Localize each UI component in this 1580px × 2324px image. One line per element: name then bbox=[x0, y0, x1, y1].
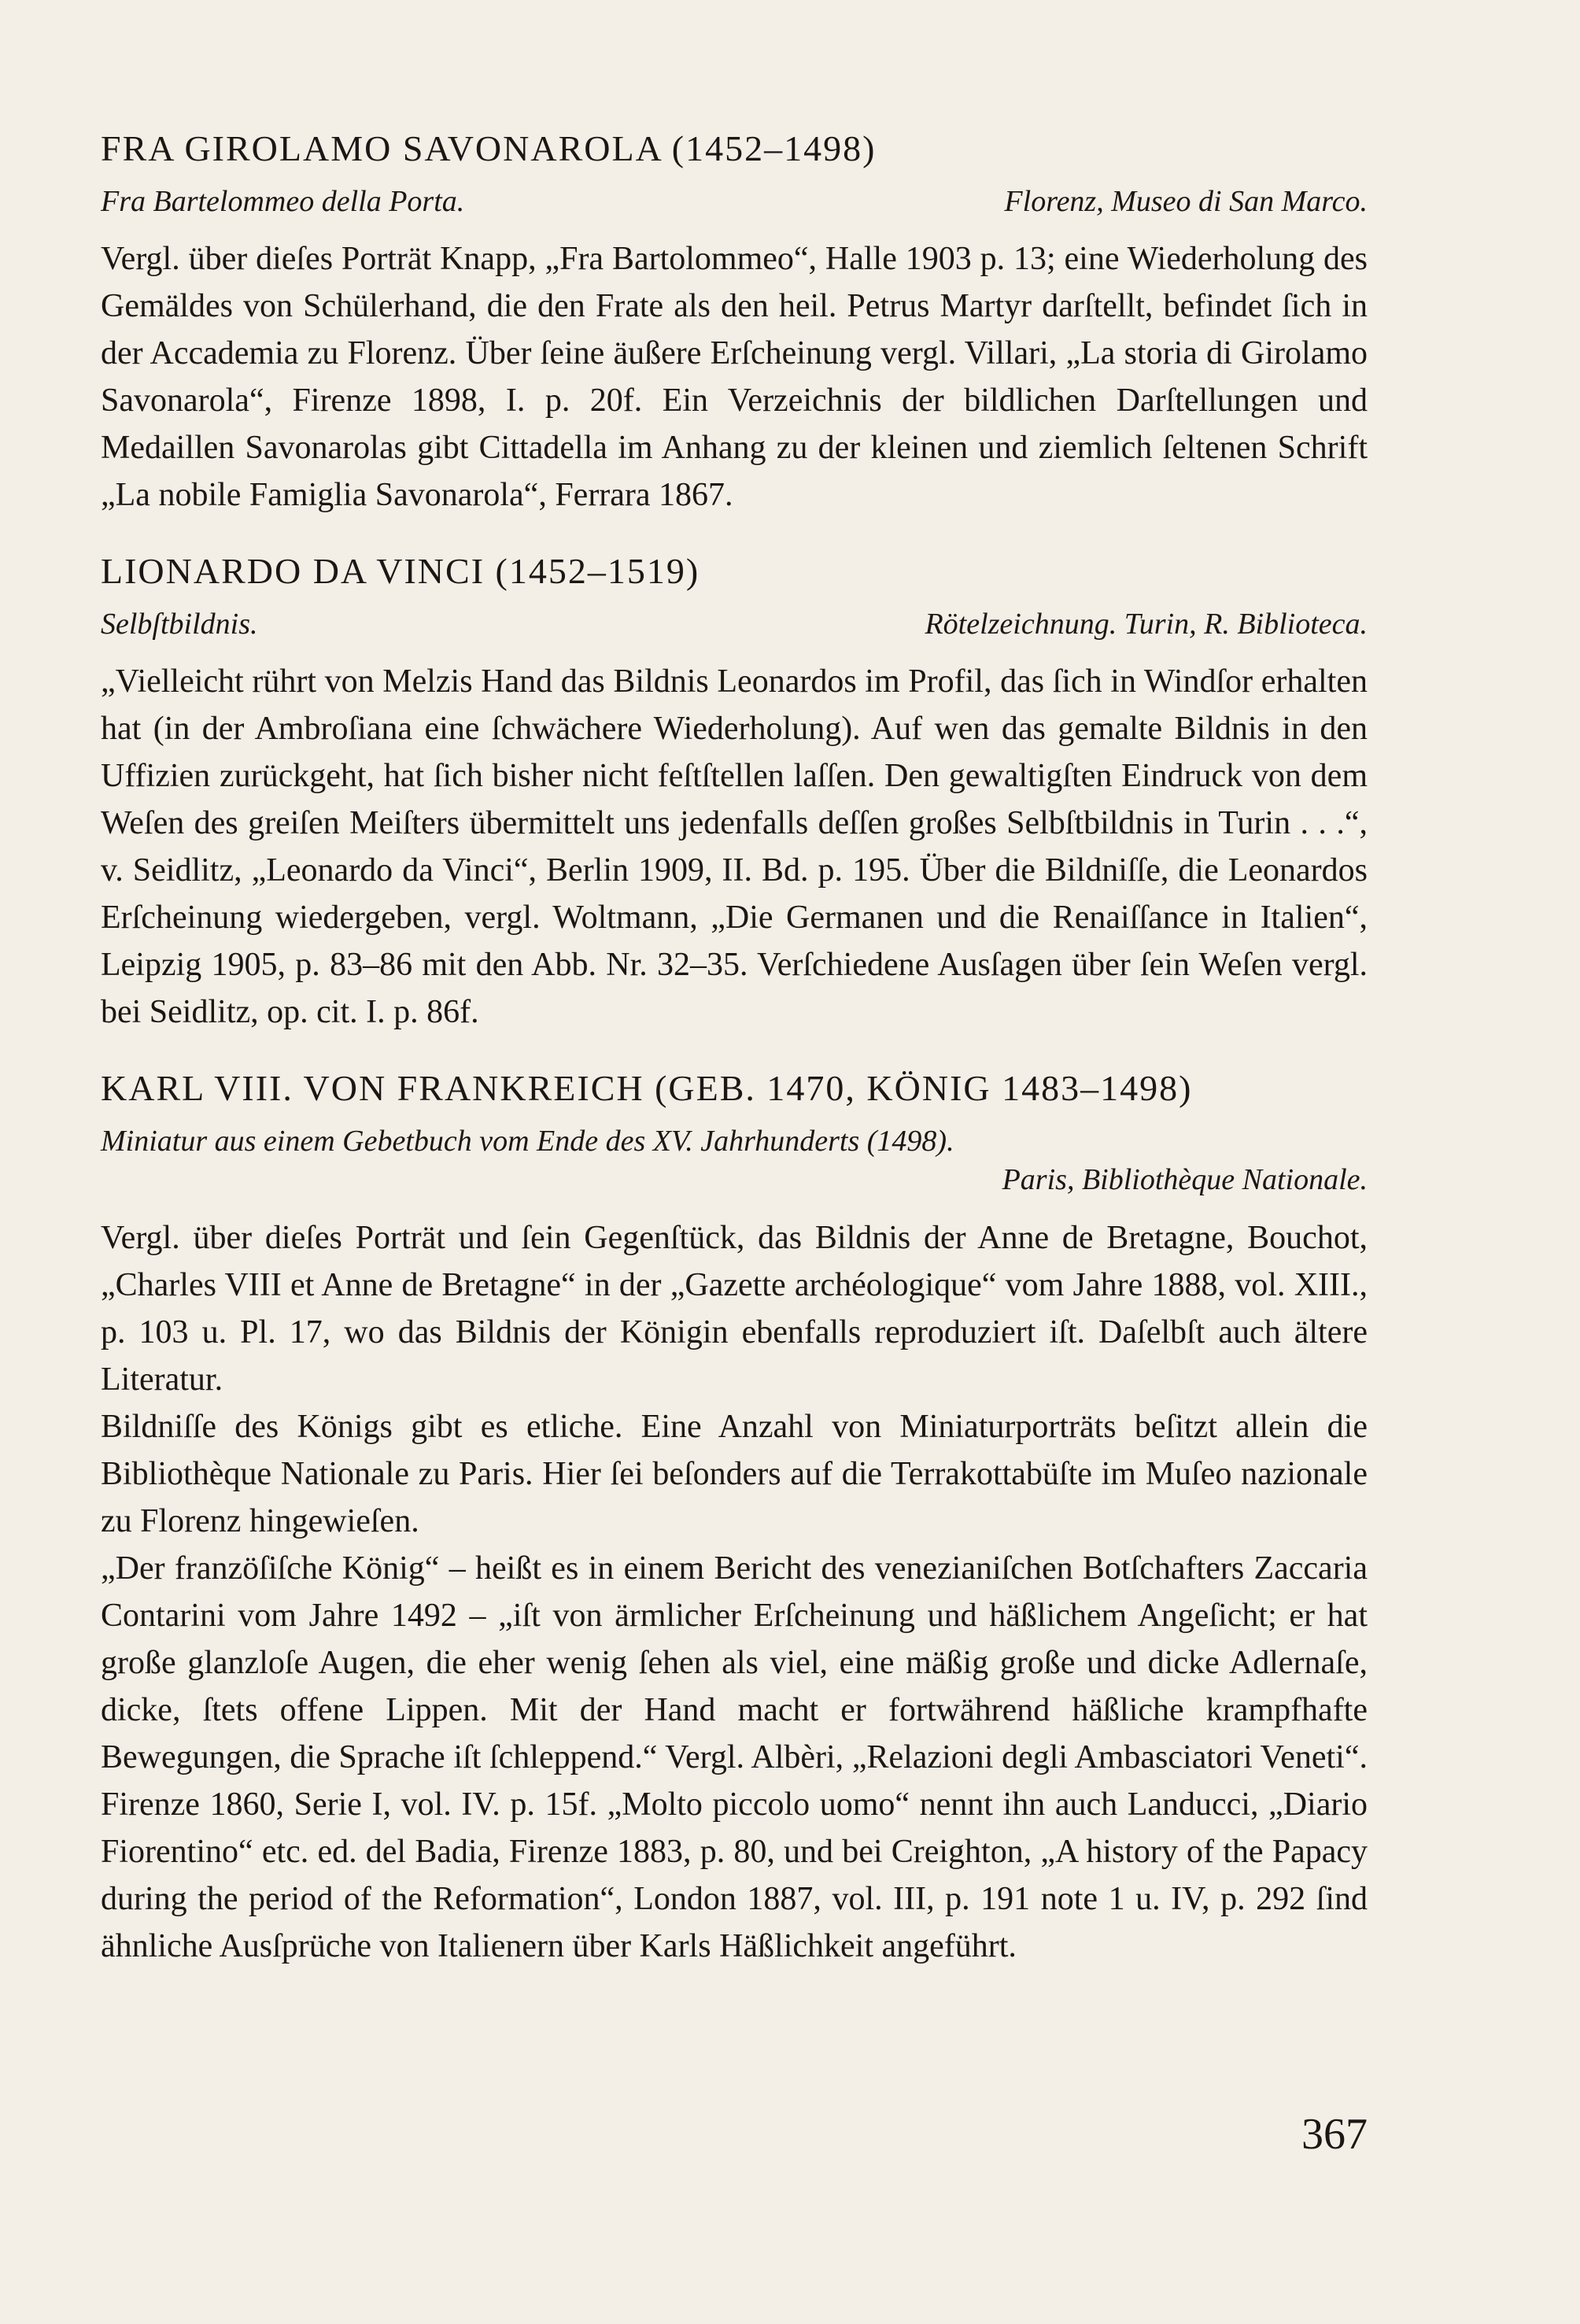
text-column bbox=[101, 126, 1368, 2000]
entry-paragraph: Bildniſſe des Königs gibt es etliche. Eine Anzahl von Miniaturporträts beſitzt allein die Bibliothèque Nationale zu Paris. Hier ſei beſonders auf die Terrakottabüſte im Muſeo nazionale zu Florenz hingewieſen. bbox=[101, 1408, 1368, 1539]
entry-heading: FRA GIROLAMO SAVONAROLA (1452–1498) bbox=[101, 128, 877, 168]
entry-subline bbox=[101, 183, 1368, 221]
artwork-description: Miniatur aus einem Gebetbuch vom Ende des XV. Jahrhunderts (1498). bbox=[101, 1124, 954, 1158]
entry-heading: LIONARDO DA VINCI (1452–1519) bbox=[101, 551, 700, 592]
entry-karl-viii bbox=[101, 1066, 1368, 1970]
entry-paragraph: „Vielleicht rührt von Melzis Hand das Bildnis Leonardos im Profil, das ſich in Windſor erhalten hat (in der Ambroſiana eine ſchwächere Wiederholung). Auf wen das gemalte Bildnis in den Uffizien zurückgeht, hat ſich bisher nicht feſtſtellen laſſen. Den gewaltigſten Eindruck von dem Weſen des greiſen Meiſters übermittelt uns jedenfalls deſſen großes Selbſtbildnis in Turin . . .“, v. Seidlitz, „Leonardo da Vinci“, Berlin 1909, II. Bd. p. 195. Über die Bildniſſe, die Leonardos Erſcheinung wiedergeben, vergl. Woltmann, „Die Germanen und die Renaiſſance in Italien“, Leipzig 1905, p. 83–86 mit den Abb. Nr. 32–35. Verſchiedene Ausſagen über ſein Weſen vergl. bei Seidlitz, op. cit. I. p. 86f. bbox=[101, 663, 1368, 1031]
entry-subline bbox=[101, 1122, 1368, 1200]
entry-savonarola bbox=[101, 126, 1368, 519]
entry-lionardo bbox=[101, 549, 1368, 1036]
artist-attribution: Fra Bartelommeo della Porta. bbox=[101, 184, 465, 218]
entry-paragraph: Vergl. über dieſes Porträt Knapp, „Fra Bartolommeo“, Halle 1903 p. 13; eine Wiederholung des Gemäldes von Schülerhand, die den Frate als den heil. Petrus Martyr darſtellt, befindet ſich in der Accademia zu Florenz. Über ſeine äußere Erſcheinung vergl. Villari, „La storia di Girolamo Savonarola“, Firenze 1898, I. p. 20f. Ein Verzeichnis der bildlichen Darſtellungen und Medaillen Savonarolas gibt Cittadella im Anhang zu der kleinen und ziemlich ſeltenen Schrift „La nobile Famiglia Savonarola“, Ferrara 1867. bbox=[101, 240, 1368, 514]
artist-attribution: Selbſtbildnis. bbox=[101, 607, 258, 641]
page-number: 367 bbox=[1301, 2110, 1368, 2159]
entry-heading: KARL VIII. VON FRANKREICH (GEB. 1470, KÖNIG 1483–1498) bbox=[101, 1068, 1193, 1109]
entry-paragraph: „Der franzöſiſche König“ – heißt es in einem Bericht des venezianiſchen Botſchafters Zaccaria Contarini vom Jahre 1492 – „iſt von ärmlicher Erſcheinung und häßlichem Angeſicht; er hat große glanzloſe Augen, die eher wenig ſehen als viel, eine mäßig große und dicke Adlernaſe, dicke, ſtets offene Lippen. Mit der Hand macht er fortwährend häßliche krampfhafte Bewegungen, die Sprache iſt ſchleppend.“ Vergl. Albèri, „Relazioni degli Ambasciatori Veneti“. Firenze 1860, Serie I, vol. IV. p. 15f. „Molto piccolo uomo“ nennt ihn auch Landucci, „Diario Fiorentino“ etc. ed. del Badia, Firenze 1883, p. 80, und bei Creighton, „A history of the Papacy during the period of the Reformation“, London 1887, vol. III, p. 191 note 1 u. IV, p. 292 ſind ähnliche Ausſprüche von Italienern über Karls Häßlichkeit angeführt. bbox=[101, 1550, 1368, 1965]
artwork-location: Paris, Bibliothèque Nationale. bbox=[1002, 1163, 1368, 1197]
entry-paragraph: Vergl. über dieſes Porträt und ſein Gegenſtück, das Bildnis der Anne de Bretagne, Bouchot, „Charles VIII et Anne de Bretagne“ in der „Gazette archéologique“ vom Jahre 1888, vol. XIII., p. 103 u. Pl. 17, wo das Bildnis der Königin ebenfalls reproduziert iſt. Daſelbſt auch ältere Literatur. bbox=[101, 1219, 1368, 1398]
artwork-location: Florenz, Museo di San Marco. bbox=[1004, 184, 1368, 218]
artwork-location: Rötelzeichnung. Turin, R. Biblioteca. bbox=[925, 607, 1368, 641]
entry-subline bbox=[101, 605, 1368, 644]
